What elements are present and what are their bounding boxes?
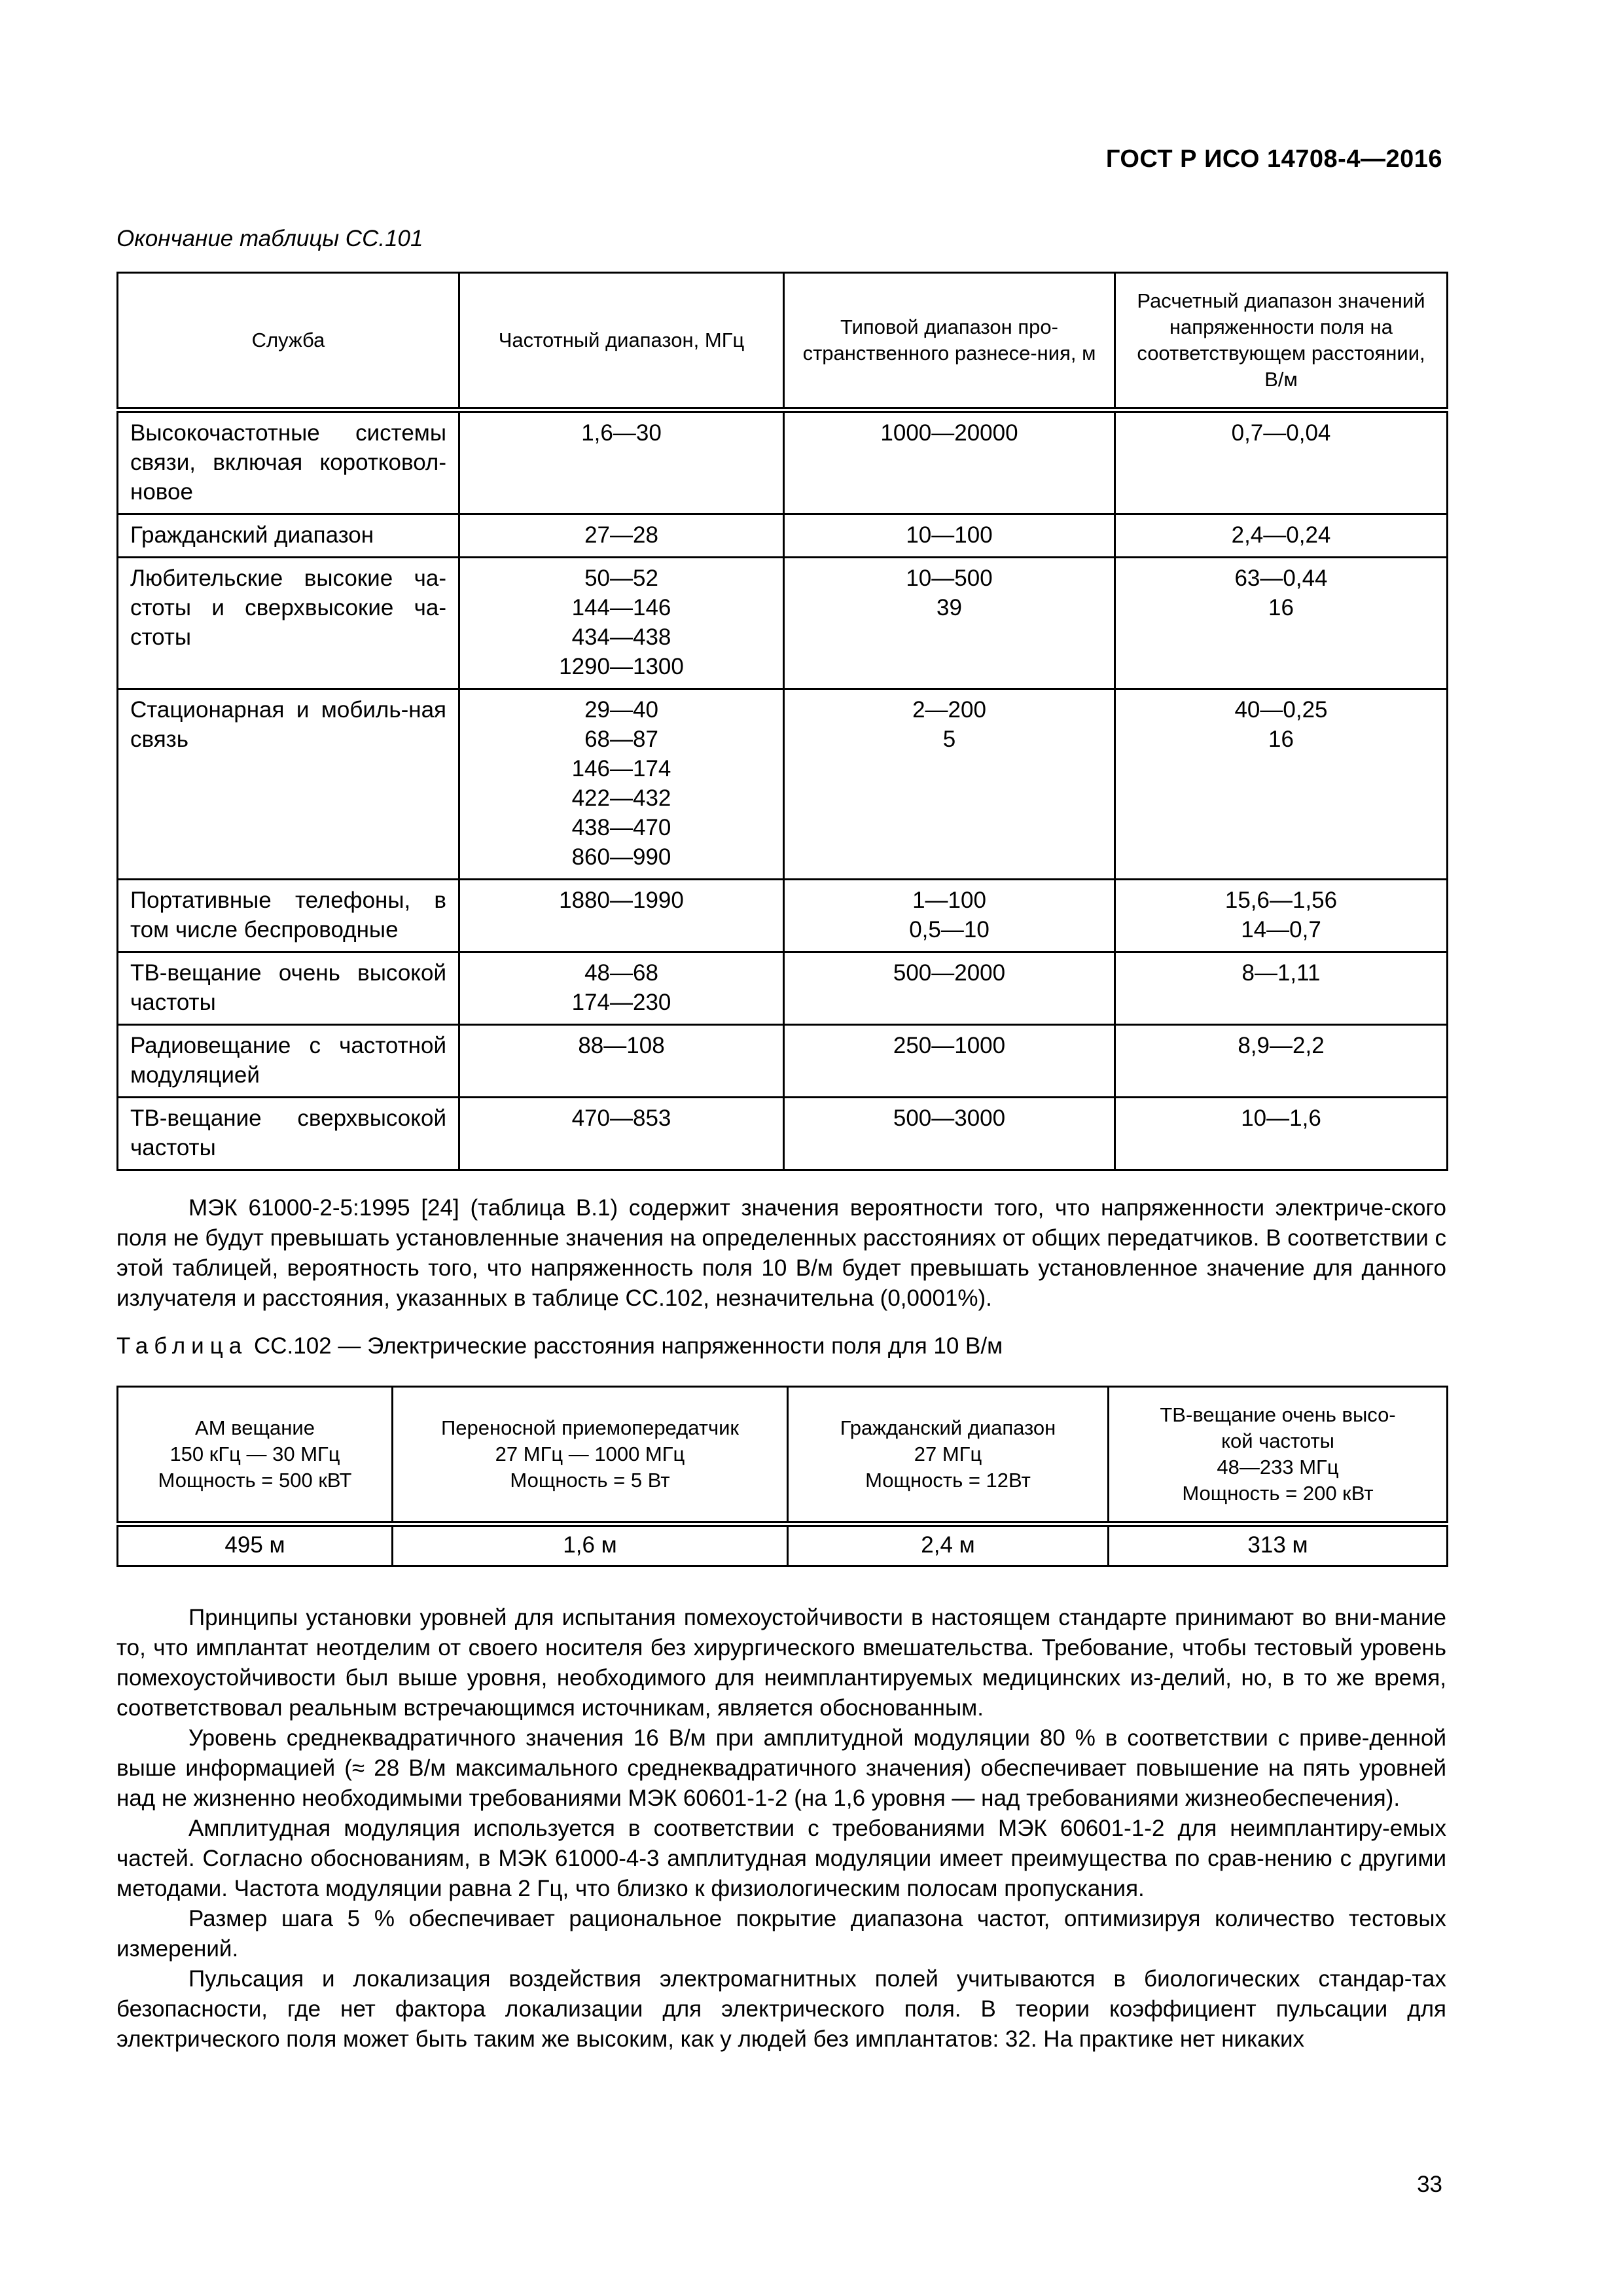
table-row	[118, 952, 1448, 1025]
cell-distance: 1000—20000	[784, 410, 1115, 514]
cell-service: ТВ-вещание сверхвысокой частоты	[118, 1098, 459, 1170]
document-header: ГОСТ Р ИСО 14708-4—2016	[1105, 145, 1442, 173]
table-row	[118, 1025, 1448, 1098]
cell-service: Радиовещание с частотной модуляцией	[118, 1025, 459, 1098]
table-row	[118, 880, 1448, 952]
table-row	[118, 1524, 1448, 1566]
cell-service: Гражданский диапазон	[118, 514, 459, 558]
cell-frequency: 88—108	[459, 1025, 784, 1098]
column-header-field-strength: Расчетный диапазон значений напряженности поля на соответствующем расстоянии, В/м	[1115, 273, 1448, 410]
table-row	[118, 558, 1448, 689]
cell-distance: 1,6 м	[393, 1524, 788, 1566]
cell-frequency: 50—52 144—146 434—438 1290—1300	[459, 558, 784, 689]
paragraph-text: Размер шага 5 % обеспечивает рациональное покрытие диапазона частот, оптимизируя количество тестовых измерений.	[116, 1906, 1446, 1962]
table-cc102-caption	[116, 1333, 1003, 1359]
cell-distance: 2—200 5	[784, 689, 1115, 880]
cell-service: Высокочастотные системы связи, включая коротковол-новое	[118, 410, 459, 514]
paragraph-text: Амплитудная модуляция используется в соответствии с требованиями МЭК 60601-1-2 для неимплантиру-емых частей. Согласно обоснованиям, в МЭК 61000-4-3 амплитудная модуляции имеет преимущества по срав-нению с другими методами. Частота модуляции равна 2 Гц, что близко к физиологическим полосам пропускания.	[116, 1816, 1446, 1901]
table-cc101	[116, 272, 1448, 1171]
cell-distance: 2,4 м	[788, 1524, 1109, 1566]
table-row	[118, 1098, 1448, 1170]
table-row	[118, 689, 1448, 880]
body-text	[116, 1603, 1446, 2054]
column-header-frequency: Частотный диапазон, МГц	[459, 273, 784, 410]
cell-frequency: 1880—1990	[459, 880, 784, 952]
table-caption-text: СС.102 — Электрические расстояния напряженности поля для 10 В/м	[253, 1333, 1003, 1359]
column-header-service: Служба	[118, 273, 459, 410]
cell-frequency: 27—28	[459, 514, 784, 558]
cell-field-strength: 8—1,11	[1115, 952, 1448, 1025]
column-header-distance: Типовой диапазон про-странственного разнесе-ния, м	[784, 273, 1115, 410]
cell-field-strength: 8,9—2,2	[1115, 1025, 1448, 1098]
paragraph-iec-reference	[116, 1193, 1446, 1314]
cell-distance: 500—2000	[784, 952, 1115, 1025]
cell-field-strength: 40—0,25 16	[1115, 689, 1448, 880]
cell-frequency: 470—853	[459, 1098, 784, 1170]
page-number: 33	[1417, 2172, 1442, 2197]
cell-field-strength: 0,7—0,04	[1115, 410, 1448, 514]
table-header-row	[118, 273, 1448, 410]
cell-field-strength: 63—0,44 16	[1115, 558, 1448, 689]
cell-frequency: 1,6—30	[459, 410, 784, 514]
table-continuation-caption: Окончание таблицы СС.101	[116, 226, 423, 251]
paragraph-text: Уровень среднеквадратичного значения 16 В/м при амплитудной модуляции 80 % в соответствии с приве-денной выше информацией (≈ 28 В/м максимального среднеквадратичного значения) обеспечивает повышение на пять уровней над не жизненно необходимыми требованиями МЭК 60601-1-2 (на 1,6 уровня — над требованиями жизнеобеспечения).	[116, 1725, 1446, 1811]
table-cc102	[116, 1386, 1448, 1567]
cell-service: Стационарная и мобиль-ная связь	[118, 689, 459, 880]
cell-field-strength: 15,6—1,56 14—0,7	[1115, 880, 1448, 952]
cell-frequency: 29—40 68—87 146—174 422—432 438—470 860—990	[459, 689, 784, 880]
table-label: Таблица	[116, 1333, 248, 1359]
column-header-citizens-band: Гражданский диапазон 27 МГц Мощность = 12Вт	[788, 1387, 1109, 1524]
table-header-row	[118, 1387, 1448, 1524]
cell-distance: 1—100 0,5—10	[784, 880, 1115, 952]
cell-field-strength: 2,4—0,24	[1115, 514, 1448, 558]
cell-field-strength: 10—1,6	[1115, 1098, 1448, 1170]
column-header-am-broadcast: АМ вещание 150 кГц — 30 МГц Мощность = 500 кВТ	[118, 1387, 393, 1524]
cell-distance: 250—1000	[784, 1025, 1115, 1098]
cell-distance: 495 м	[118, 1524, 393, 1566]
column-header-vhf-tv: ТВ-вещание очень высо- кой частоты 48—233 МГц Мощность = 200 кВт	[1109, 1387, 1448, 1524]
table-row	[118, 514, 1448, 558]
cell-service: Портативные телефоны, в том числе беспроводные	[118, 880, 459, 952]
column-header-portable-transceiver: Переносной приемопередатчик 27 МГц — 1000 МГц Мощность = 5 Вт	[393, 1387, 788, 1524]
paragraph-text: Пульсация и локализация воздействия электромагнитных полей учитываются в биологических стандар-тах безопасности, где нет фактора локализации для электрического поля. В теории коэффициент пульсации для электрического поля может быть таким же высоким, как у людей без имплантатов: 32. На практике нет никаких	[116, 1966, 1446, 2052]
cell-distance: 500—3000	[784, 1098, 1115, 1170]
cell-service: ТВ-вещание очень высокой частоты	[118, 952, 459, 1025]
cell-distance: 313 м	[1109, 1524, 1448, 1566]
cell-distance: 10—100	[784, 514, 1115, 558]
paragraph-text: МЭК 61000-2-5:1995 [24] (таблица В.1) содержит значения вероятности того, что напряженности электриче-ского поля не будут превышать установленные значения на определенных расстояниях от общих передатчиков. В соответствии с этой таблицей, вероятность того, что напряженность поля 10 В/м будет превышать установленное значение для данного излучателя и расстояния, указанных в таблице СС.102, незначительна (0,0001%).	[116, 1195, 1446, 1311]
cell-service: Любительские высокие ча-стоты и сверхвысокие ча-стоты	[118, 558, 459, 689]
table-row	[118, 410, 1448, 514]
cell-distance: 10—500 39	[784, 558, 1115, 689]
paragraph-text: Принципы установки уровней для испытания помехоустойчивости в настоящем стандарте принимают во вни-мание то, что имплантат неотделим от своего носителя без хирургического вмешательства. Требование, чтобы тестовый уровень помехоустойчивости был выше уровня, необходимого для неимплантируемых медицинских из-делий, но, в то же время, соответствовал реальным встречающимся источникам, является обоснованным.	[116, 1605, 1446, 1721]
cell-frequency: 48—68 174—230	[459, 952, 784, 1025]
